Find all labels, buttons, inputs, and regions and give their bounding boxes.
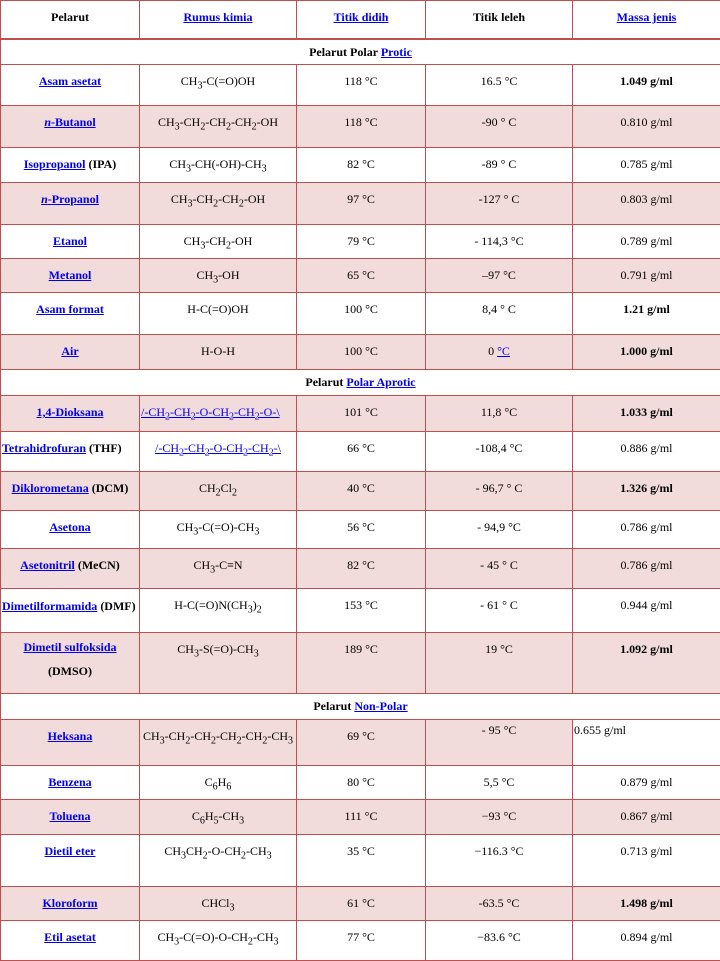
header-massa-jenis[interactable]: Massa jenis: [573, 1, 720, 39]
solvent-link[interactable]: Asam asetat: [39, 74, 101, 88]
table-row: Metanol $CH_3-OH$ 65 °C –97 °C 0.791 g/ml: [1, 259, 720, 293]
table-row: Kloroform CHCl$_3$ 61 °C -63.5 °C 1.498 g/ml: [1, 887, 720, 921]
table-row: Dimetilformamida (DMF) $H-C(=O)N(CH_3)_2$ 153 °C - 61 ° C 0.944 g/ml: [1, 589, 720, 633]
header-titik-didih[interactable]: Titik didih: [297, 1, 426, 39]
header-pelarut: Pelarut: [1, 1, 140, 39]
section-nonpolar-label: Pelarut: [313, 699, 354, 713]
formula-cell: $CH_3-C\equiv N$: [140, 549, 297, 589]
table-row: Asam asetat $CH_3-C(=O)OH$ 118 °C 16.5 °C 1.049 g/ml: [1, 65, 720, 106]
table-row: Tetrahidrofuran (THF) $/-CH_2-CH_2-O-CH_2-CH_2-\backslash$ 66 °C -108,4 °C 0.886 g/ml: [1, 432, 720, 472]
formula-cell: $CH_3-CH_2-CH_2-CH_2-OH$: [140, 106, 297, 148]
solvent-link[interactable]: Isopropanol: [24, 157, 86, 171]
header-titik-leleh: Titik leleh: [426, 1, 573, 39]
header-row: [1, 1, 720, 39]
formula-cell: $C_6H_5-CH_3$: [140, 800, 297, 835]
formula-cell: $CH_3-CH_2-CH_2-CH_2-CH_2-CH_3$: [140, 720, 297, 766]
formula-cell: $H-C(=O)N(CH_3)_2$: [140, 589, 297, 633]
table-row: Asetonitril (MeCN) $CH_3-C\equiv N$ 82 °C - 45 ° C 0.786 g/ml: [1, 549, 720, 589]
solvent-link[interactable]: Asam format: [36, 302, 104, 316]
section-nonpolar-link[interactable]: Non-Polar: [354, 699, 407, 713]
section-protic-label: Pelarut Polar: [309, 45, 381, 59]
formula-cell: $CH_3-C(=O)OH$: [140, 65, 297, 106]
table-row: 1,4-Dioksana $/-CH_2-CH_2-O-CH_2-CH_2-O-\backslash$ 101 °C 11,8 °C 1.033 g/ml: [1, 396, 720, 432]
table-row: Benzena $C_6H_6$ 80 °C 5,5 °C 0.879 g/ml: [1, 766, 720, 800]
formula-cell: $C_6H_6$: [140, 766, 297, 800]
solvent-link[interactable]: Diklorometana: [12, 481, 89, 495]
solvent-link[interactable]: Dimetil sulfoksida: [23, 640, 116, 654]
solvent-link[interactable]: Benzena: [48, 775, 91, 789]
section-protic-link[interactable]: Protic: [381, 45, 412, 59]
section-protic: [1, 39, 720, 65]
formula-cell: $CH_3-S(=O)-CH_3$: [140, 633, 297, 694]
formula-cell[interactable]: $/-CH_2-CH_2-O-CH_2-CH_2-O-\backslash$: [140, 396, 297, 432]
formula-cell: $CH_3-CH_2-OH$: [140, 225, 297, 259]
formula-cell: H-O-H: [140, 335, 297, 370]
formula-cell: H-C(=O)OH: [140, 293, 297, 335]
formula-cell: $CH_3-C(=O)-CH_3$: [140, 511, 297, 549]
table-row: Isopropanol (IPA) $CH_3-CH(-OH)-CH_3$ 82 °C -89 ° C 0.785 g/ml: [1, 148, 720, 183]
formula-cell: $CH_3-C(=O)-O-CH_2-CH_3$: [140, 921, 297, 961]
table-row: Diklorometana (DCM) $CH_2Cl_2$ 40 °C - 96,7 ° C 1.326 g/ml: [1, 472, 720, 511]
table-row: Etil asetat $CH_3-C(=O)-O-CH_2-CH_3$ 77 °C −83.6 °C 0.894 g/ml: [1, 921, 720, 961]
solvent-link[interactable]: n-Butanol: [44, 115, 95, 129]
table-row: Asetona $CH_3-C(=O)-CH_3$ 56 °C - 94,9 °C 0.786 g/ml: [1, 511, 720, 549]
solvent-link[interactable]: Heksana: [48, 729, 93, 743]
header-rumus-kimia[interactable]: Rumus kimia: [140, 1, 297, 39]
table-row: Dietil eter $CH_3CH_2-O-CH_2-CH_3$ 35 °C −116.3 °C 0.713 g/ml: [1, 835, 720, 887]
solvent-link[interactable]: Toluena: [50, 809, 91, 823]
table-row: Heksana $CH_3-CH_2-CH_2-CH_2-CH_2-CH_3$ 69 °C - 95 °C 0.655 g/ml: [1, 720, 720, 766]
table-row: Toluena $C_6H_5-CH_3$ 111 °C −93 °C 0.867 g/ml: [1, 800, 720, 835]
table-row: Asam format H-C(=O)OH 100 °C 8,4 ° C 1.21 g/ml: [1, 293, 720, 335]
formula-cell: $CH_3CH_2-O-CH_2-CH_3$: [140, 835, 297, 887]
formula-cell: CHCl$_3$: [140, 887, 297, 921]
section-nonpolar: [1, 694, 720, 720]
section-aprotic-label: Pelarut: [305, 375, 346, 389]
solvent-link[interactable]: Kloroform: [42, 896, 97, 910]
section-aprotic: [1, 370, 720, 396]
solvent-link[interactable]: Etanol: [53, 234, 87, 248]
section-aprotic-link[interactable]: Polar Aprotic: [346, 375, 415, 389]
solvent-link[interactable]: Air: [61, 344, 78, 358]
formula-cell: $CH_3-CH_2-CH_2-OH$: [140, 183, 297, 225]
solvent-link[interactable]: Dimetilformamida: [2, 599, 97, 613]
table-row: n-Butanol $CH_3-CH_2-CH_2-CH_2-OH$ 118 °C -90 ° C 0.810 g/ml: [1, 106, 720, 148]
solvent-link[interactable]: Dietil eter: [45, 844, 96, 858]
table-row: Etanol $CH_3-CH_2-OH$ 79 °C - 114,3 °C 0.789 g/ml: [1, 225, 720, 259]
solvent-link[interactable]: Etil asetat: [44, 930, 96, 944]
formula-cell: $CH_3-OH$: [140, 259, 297, 293]
formula-cell[interactable]: $/-CH_2-CH_2-O-CH_2-CH_2-\backslash$: [140, 432, 297, 472]
solvent-link[interactable]: Asetonitril: [20, 558, 75, 572]
formula-cell: $CH_2Cl_2$: [140, 472, 297, 511]
solvent-link[interactable]: 1,4-Dioksana: [36, 405, 103, 419]
table-row: Dimetil sulfoksida (DMSO) $CH_3-S(=O)-CH_3$ 189 °C 19 °C 1.092 g/ml: [1, 633, 720, 694]
celsius-link[interactable]: °C: [497, 344, 510, 358]
solvent-link[interactable]: Asetona: [49, 520, 90, 534]
formula-cell: $CH_3-CH(-OH)-CH_3$: [140, 148, 297, 183]
solvent-link[interactable]: Tetrahidrofuran: [2, 441, 86, 455]
solvent-link[interactable]: Metanol: [49, 268, 92, 282]
table-row: Air H-O-H 100 °C 0 °C 1.000 g/ml: [1, 335, 720, 370]
solvent-link[interactable]: n-Propanol: [41, 192, 99, 206]
table-row: n-Propanol $CH_3-CH_2-CH_2-OH$ 97 °C -127 ° C 0.803 g/ml: [1, 183, 720, 225]
